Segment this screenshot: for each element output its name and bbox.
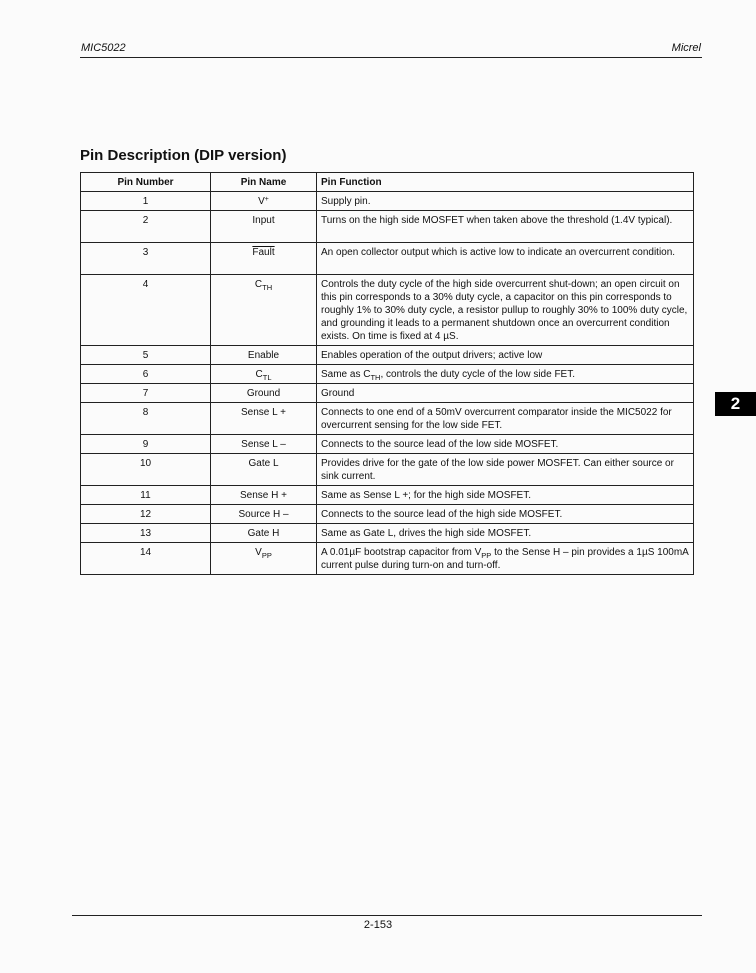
pin-function-cell <box>317 486 694 505</box>
pin-name-cell <box>211 486 317 505</box>
table-row <box>81 435 694 454</box>
pin-name-cell <box>211 275 317 346</box>
pin-name-cell <box>211 243 317 275</box>
pin-name: Ground <box>246 388 281 399</box>
pin-function-text: A 0.01µF bootstrap capacitor from V <box>321 547 482 558</box>
pin-function: Turns on the high side MOSFET when taken above the threshold (1.4V typical). <box>321 215 673 226</box>
pin-name-cell <box>211 346 317 365</box>
column-header-pin-function: Pin Function <box>317 173 694 192</box>
table-row <box>81 275 694 346</box>
pin-function-cell <box>317 365 694 384</box>
pin-number: 4 <box>81 275 211 346</box>
pin-name: Sense H + <box>240 490 287 501</box>
pin-function-cell <box>317 211 694 243</box>
pin-function: Supply pin. <box>321 196 371 207</box>
table-row <box>81 505 694 524</box>
pin-name: Enable <box>247 350 280 361</box>
section-title: Pin Description (DIP version) <box>80 147 287 164</box>
pin-function: Ground <box>321 388 355 399</box>
pin-name: V <box>258 196 265 207</box>
pin-name: C <box>255 369 263 380</box>
footer-rule <box>72 915 702 916</box>
table-row <box>81 403 694 435</box>
pin-function-cell <box>317 384 694 403</box>
page-number: 2-153 <box>363 919 393 931</box>
pin-name-cell <box>211 403 317 435</box>
pin-name-subscript: PP <box>261 551 272 560</box>
pin-function-subscript: PP <box>481 551 492 560</box>
pin-function-text: to the Sense H – pin provides a 1µS 100mA current pulse during turn-on and turn-off. <box>321 547 689 571</box>
pin-number: 13 <box>81 524 211 543</box>
pin-function: Connects to the source lead of the low side MOSFET. <box>321 439 559 450</box>
header-rule <box>80 57 702 58</box>
table-row <box>81 211 694 243</box>
pin-number: 7 <box>81 384 211 403</box>
pin-number: 1 <box>81 192 211 211</box>
header-company: Micrel <box>671 42 701 54</box>
pin-name-subscript: TH <box>262 283 273 292</box>
pin-function-cell <box>317 524 694 543</box>
pin-function: Connects to the source lead of the high side MOSFET. <box>321 509 563 520</box>
column-header-pin-name: Pin Name <box>211 173 317 192</box>
table-row <box>81 454 694 486</box>
pin-number: 12 <box>81 505 211 524</box>
pin-number: 8 <box>81 403 211 435</box>
pin-number: 11 <box>81 486 211 505</box>
pin-name: Source H – <box>238 509 289 520</box>
table-row <box>81 486 694 505</box>
pin-function-cell <box>317 403 694 435</box>
pin-function-cell <box>317 454 694 486</box>
pin-function-subscript: TH <box>370 373 381 382</box>
pin-function: Same as Sense L +; for the high side MOSFET. <box>321 490 532 501</box>
pin-number: 9 <box>81 435 211 454</box>
pin-number: 10 <box>81 454 211 486</box>
pin-name: Gate H <box>247 528 280 539</box>
pin-name: Fault <box>252 247 275 258</box>
pin-function-cell <box>317 505 694 524</box>
pin-function-text: Same as C <box>321 369 371 380</box>
pin-number: 14 <box>81 543 211 575</box>
pin-function: Connects to one end of a 50mV overcurrent comparator inside the MIC5022 for overcurrent sensing for the low side FET. <box>321 407 672 431</box>
pin-description-table <box>80 172 694 575</box>
pin-function: An open collector output which is active low to indicate an overcurrent condition. <box>321 247 676 258</box>
pin-name-cell <box>211 543 317 575</box>
pin-name-cell <box>211 211 317 243</box>
pin-function-cell <box>317 543 694 575</box>
table-row <box>81 243 694 275</box>
pin-name: Input <box>252 215 275 226</box>
pin-number: 2 <box>81 211 211 243</box>
table-row <box>81 524 694 543</box>
table-row <box>81 384 694 403</box>
pin-function-text: , controls the duty cycle of the low side FET. <box>380 369 575 380</box>
pin-function: Same as Gate L, drives the high side MOSFET. <box>321 528 532 539</box>
pin-function-cell <box>317 192 694 211</box>
pin-name: Gate L <box>248 458 279 469</box>
header-part-number: MIC5022 <box>81 42 126 54</box>
pin-name: Sense L + <box>241 407 286 418</box>
pin-function: Controls the duty cycle of the high side overcurrent shut-down; an open circuit on this pin corresponds to a 30% duty cycle, a capacitor on this pin corresponds to roughly 1% to 30% duty cycle, a resistor pullup to roughly 30% to 100% duty cycle, and grounding it leads to a permanent shutdown once an overcurrent condition exists. On time is fixed at 4 µS. <box>321 279 688 342</box>
pin-function: Provides drive for the gate of the low side power MOSFET. Can either source or sink current. <box>321 458 674 482</box>
pin-number: 6 <box>81 365 211 384</box>
table-row <box>81 192 694 211</box>
pin-function: Enables operation of the output drivers; active low <box>321 350 543 361</box>
table-row <box>81 365 694 384</box>
pin-name: C <box>254 279 263 290</box>
pin-name: Sense L – <box>241 439 286 450</box>
pin-function-cell <box>317 243 694 275</box>
table-header-row <box>81 173 694 192</box>
pin-function-cell <box>317 346 694 365</box>
pin-function-cell <box>317 435 694 454</box>
table-row <box>81 543 694 575</box>
pin-name-cell <box>211 524 317 543</box>
pin-name: V <box>255 547 262 558</box>
table-row <box>81 346 694 365</box>
section-tab-marker: 2 <box>715 392 756 416</box>
pin-number: 5 <box>81 346 211 365</box>
pin-function-cell <box>317 275 694 346</box>
pin-name-cell <box>211 192 317 211</box>
pin-name-cell <box>211 454 317 486</box>
column-header-pin-number: Pin Number <box>81 173 211 192</box>
pin-name-cell <box>211 365 317 384</box>
pin-name-superscript: + <box>264 196 269 203</box>
pin-name-cell <box>211 505 317 524</box>
pin-name-subscript: TL <box>262 373 272 382</box>
pin-name-cell <box>211 435 317 454</box>
pin-name-cell <box>211 384 317 403</box>
pin-number: 3 <box>81 243 211 275</box>
